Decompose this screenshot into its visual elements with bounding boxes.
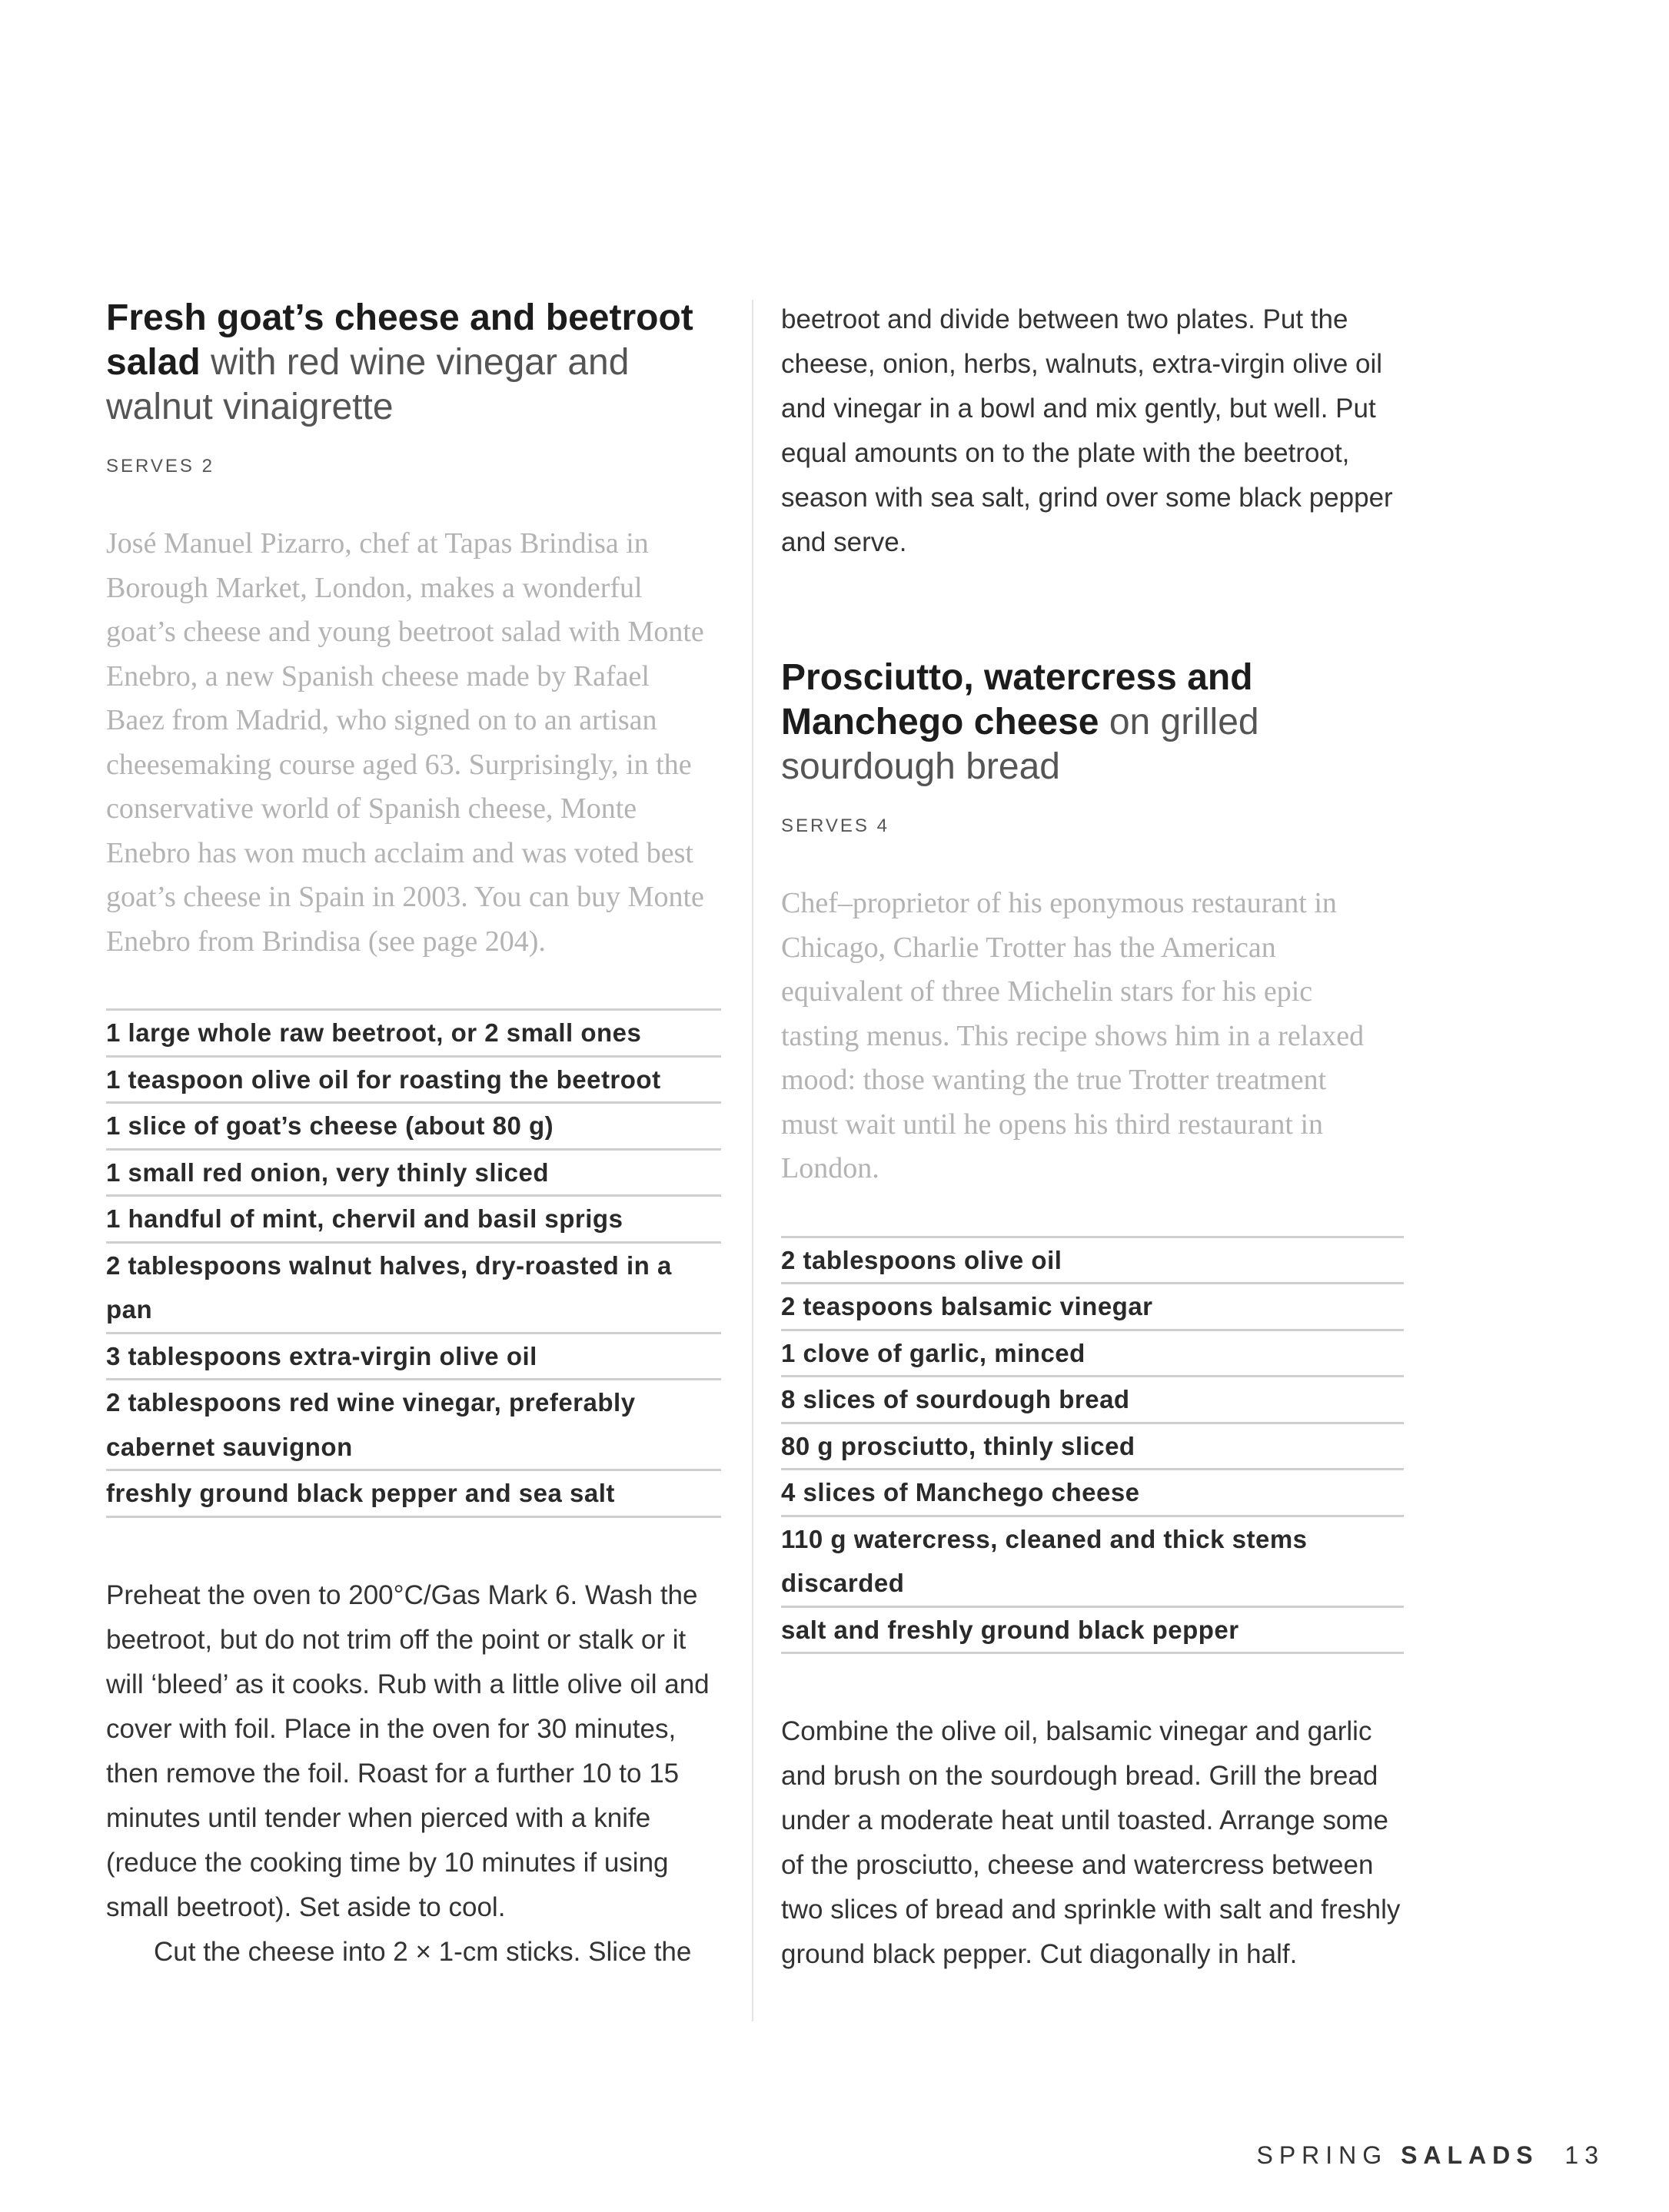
recipe2-method: Combine the olive oil, balsamic vinegar and garlic and brush on the sourdough bread. Grill the bread under a moderate heat until toasted. Arrange some of the prosciutto, cheese and watercress between two slices of bread and sprinkle with salt and freshly ground black pepper. Cut diagonally in half. xyxy=(781,1716,1401,1969)
ingredient-item: 3 tablespoons extra-virgin olive oil xyxy=(106,1334,721,1381)
recipe1-title xyxy=(106,296,721,430)
ingredient-item: 2 tablespoons walnut halves, dry-roasted in a pan xyxy=(106,1244,721,1334)
ingredient-item: 1 handful of mint, chervil and basil sprigs xyxy=(106,1197,721,1244)
ingredient-item: 1 teaspoon olive oil for roasting the beetroot xyxy=(106,1058,721,1104)
ingredient-item: salt and freshly ground black pepper xyxy=(781,1608,1404,1655)
ingredient-item: 4 slices of Manchego cheese xyxy=(781,1470,1404,1517)
ingredient-item: 1 large whole raw beetroot, or 2 small ones xyxy=(106,1011,721,1058)
recipe2 xyxy=(781,656,1404,1977)
ingredient-item: 2 tablespoons red wine vinegar, preferably cabernet sauvignon xyxy=(106,1380,721,1471)
recipe2-title xyxy=(781,656,1404,789)
ingredient-item: freshly ground black pepper and sea salt xyxy=(106,1471,721,1518)
ingredient-item: 110 g watercress, cleaned and thick stems discarded xyxy=(781,1517,1404,1608)
footer-section: SPRING xyxy=(1256,2141,1388,2169)
recipe1-ingredients xyxy=(106,1008,721,1518)
recipe1-title-bold: Fresh goat’s cheese and beetroot salad xyxy=(106,297,693,383)
ingredient-item: 80 g prosciutto, thinly sliced xyxy=(781,1424,1404,1471)
recipe2-intro: Chef–proprietor of his eponymous restaurant in Chicago, Charlie Trotter has the American equivalent of three Michelin stars for his epic tasting menus. This recipe shows him in a relaxed mood: those wanting the true Trotter treatment must wait until he opens his third restaurant in London. xyxy=(781,887,1365,1184)
recipe2-ingredients xyxy=(781,1236,1404,1655)
ingredient-item: 1 clove of garlic, minced xyxy=(781,1331,1404,1378)
recipe2-serves: SERVES 4 xyxy=(781,815,889,836)
right-column xyxy=(781,296,1404,1977)
page-number: 13 xyxy=(1564,2141,1604,2169)
footer-section-bold: SALADS xyxy=(1401,2141,1539,2169)
recipe1-method-continued: beetroot and divide between two plates. Put the cheese, onion, herbs, walnuts, extra-virgin olive oil and vinegar in a bowl and mix gently, but well. Put equal amounts on to the plate with the beetroot, season with sea salt, grind over some black pepper and serve. xyxy=(781,304,1393,557)
recipe2-title-bold: Prosciutto, watercress and Manchego cheese xyxy=(781,657,1253,742)
column-divider xyxy=(752,300,753,2021)
ingredient-item: 2 teaspoons balsamic vinegar xyxy=(781,1284,1404,1331)
recipe1-method-paragraph-2: Cut the cheese into 2 × 1-cm sticks. Slice the xyxy=(154,1936,692,1967)
ingredient-item: 2 tablespoons olive oil xyxy=(781,1238,1404,1285)
recipe1-intro: José Manuel Pizarro, chef at Tapas Brindisa in Borough Market, London, makes a wonderful goat’s cheese and young beetroot salad with Monte Enebro, a new Spanish cheese made by Rafael Baez from Madrid, who signed on to an artisan cheesemaking course aged 63. Surprisingly, in the conservative world of Spanish cheese, Monte Enebro has won much acclaim and was voted best goat’s cheese in Spain in 2003. You can buy Monte Enebro from Brindisa (see page 204). xyxy=(106,527,704,958)
recipe1-serves: SERVES 2 xyxy=(106,456,214,477)
recipe1-method-paragraph: Preheat the oven to 200°C/Gas Mark 6. Wash the beetroot, but do not trim off the point or stalk or it will ‘bleed’ as it cooks. Rub with a little olive oil and cover with foil. Place in the oven for 30 minutes, then remove the foil. Roast for a further 10 to 15 minutes until tender when pierced with a knife (reduce the cooking time by 10 minutes if using small beetroot). Set aside to cool. xyxy=(106,1579,710,1922)
ingredient-item: 1 small red onion, very thinly sliced xyxy=(106,1151,721,1197)
ingredient-item: 1 slice of goat’s cheese (about 80 g) xyxy=(106,1104,721,1151)
recipe1-method xyxy=(106,1573,721,1975)
left-column xyxy=(106,296,721,1975)
ingredient-item: 8 slices of sourdough bread xyxy=(781,1377,1404,1424)
recipe1-title-sub: with red wine vinegar and walnut vinaigrette xyxy=(106,342,630,427)
page-footer xyxy=(1256,2141,1604,2170)
recipe2-title-sub: on grilled sourdough bread xyxy=(781,702,1259,787)
